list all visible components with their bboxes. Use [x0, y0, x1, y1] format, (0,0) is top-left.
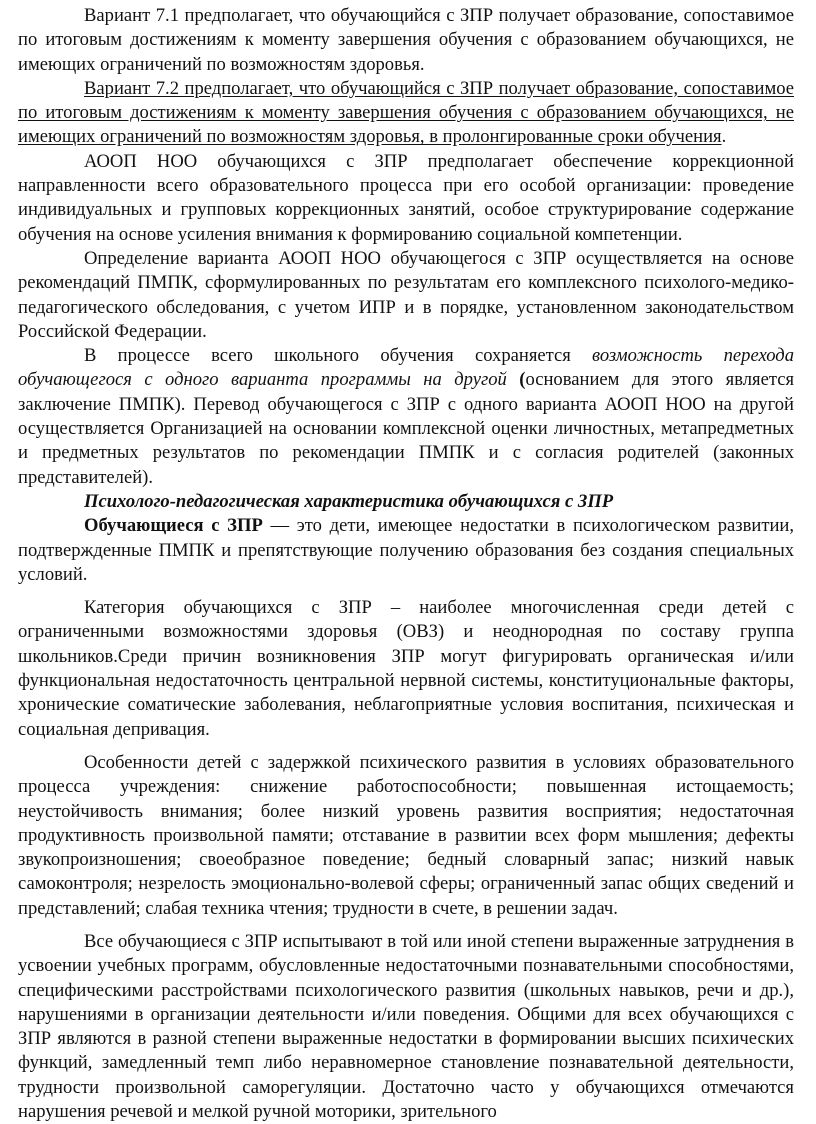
paragraph-variant-7-2: [18, 77, 794, 150]
underlined-text: Вариант 7.2 предполагает, что обучающийся с ЗПР получает образование, сопоставимое по итоговым достижениям к моменту завершения обучения с образованием обучающихся, не имеющих ограничений по возможностям здоровья, в пролонгированные сроки обучения: [18, 77, 794, 148]
section-heading: [18, 490, 794, 514]
paragraph-difficulties: Все обучающиеся с ЗПР испытывают в той или иной степени выраженные затруднения в усвоении учебных программ, обусловленные недостаточными познавательными способностями, специфическими расстройствами психологического развития (школьных навыков, речи и др.), нарушениями в организации деятельности и/или поведения. Общими для всех обучающихся с ЗПР являются в разной степени выраженные недостатки в формировании высших психических функций, замедленный темп либо неравномерное становление познавательной деятельности, трудности произвольной саморегуляции. Достаточно часто у обучающихся отмечаются нарушения речевой и мелкой ручной моторики, зрительного: [18, 930, 794, 1123]
paragraph-variant-7-1: Вариант 7.1 предполагает, что обучающийся с ЗПР получает образование, сопоставимое по итоговым достижениям к моменту завершения обучения с образованием обучающихся, не имеющих ограничений по возможностям здоровья.: [18, 5, 794, 75]
text-run: основанием для этого является заключение ПМПК). Перевод обучающегося с ЗПР с одного варианта АООП НОО на другой осуществляется Организацией на основании комплексной оценки личностных, метапредметных и предметных результатов по рекомендации ПМПК и с согласия родителей (законных представителей).: [18, 369, 794, 488]
paragraph-variant-definition: Определение варианта АООП НОО обучающегося с ЗПР осуществляется на основе рекомендаций ПМПК, сформулированных по результатам его комплексного психолого-медико-педагогического обследования, с учетом ИПР и в порядке, установленном законодательством Российской Федерации.: [18, 247, 794, 342]
bold-paren: (: [506, 369, 526, 391]
paragraph-features: Особенности детей с задержкой психического развития в условиях образовательного процесса учреждения: снижение работоспособности; повышенная истощаемость; неустойчивость внимания; более низкий уровень развития восприятия; недостаточная продуктивность произвольной памяти; отставание в развитии всех форм мышления; дефекты звукопроизношения; своеобразное поведение; бедный словарный запас; низкий навык самоконтроля; незрелость эмоционально-волевой сферы; ограниченный запас общих сведений и представлений; слабая техника чтения; трудности в счете, в решении задач.: [18, 751, 794, 919]
text-run: В процессе всего школьного обучения сохраняется: [84, 345, 593, 367]
paragraph-variant-transfer: [18, 344, 794, 490]
paragraph-aoop-correction: АООП НОО обучающихся с ЗПР предполагает обеспечение коррекционной направленности всего образовательного процесса при его особой организации: проведение индивидуальных и групповых коррекционных занятий, особое структурирование содержание обучения на основе усиления внимания к формированию социальной компетенции.: [18, 150, 794, 245]
italic-text: возможность перехода обучающегося с одного варианта программы на другой: [18, 345, 795, 391]
paragraph-end-punctuation: .: [721, 126, 727, 148]
paragraph-category: Категория обучающихся с ЗПР – наиболее многочисленная среди детей с ограниченными возможностями здоровья (ОВЗ) и неоднородная по составу группа школьников.Среди причин возникновения ЗПР могут фигурировать органическая и/или функциональная недостаточность центральной нервной системы, конституциональные факторы, хронические соматические заболевания, неблагоприятные условия воспитания, психическая и социальная депривация.: [18, 597, 794, 740]
bold-term: Обучающиеся с ЗПР: [84, 515, 263, 537]
heading-text: Психолого-педагогическая характеристика обучающихся с ЗПР: [84, 490, 614, 512]
paragraph-definition: [18, 514, 794, 587]
text-run: — это дети, имеющее недостатки в психологическом развитии, подтвержденные ПМПК и препятствующие получению образования без создания специальных условий.: [18, 515, 794, 585]
